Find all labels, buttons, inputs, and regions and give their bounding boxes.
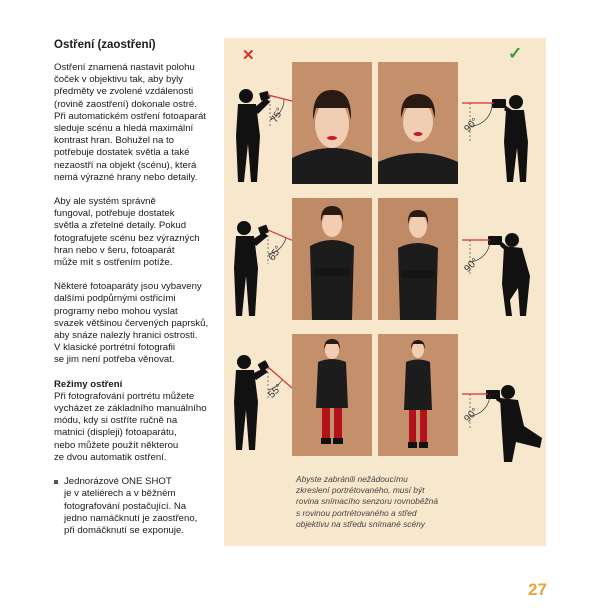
- paragraph-1: Ostření znamená nastavit polohu čoček v objektivu tak, aby byly předměty ve zvolené vzdálenosti (rovině zaostření) dokonale ostré. Při automatickém ostření fotoaparát sleduje scénu a hledá maximální kontrast hran. Bohužel na to potřebuje dostatek světla a také nezaostří na objekt (scénu), která nemá výrazné hrany nebo detaily.: [54, 62, 206, 183]
- portrait-photo-row3-distorted: [292, 334, 372, 456]
- bullet-text: Jednorázové ONE SHOT je v ateliérech a v běžném fotografování postačující. Na jedno namáčknutí je zaostřeno, při domáčknutí se exponuje.: [64, 476, 198, 536]
- correct-check-icon: ✓: [508, 44, 523, 63]
- portrait-photo-row2-distorted: [292, 198, 372, 320]
- subsection-paragraph: Při fotografování portrétu můžete vycházet ze základního manuálního módu, kdy si ostříte ručně na matnici (displeji) fotoaparátu, nebo můžete použít některou ze dvou automatik ostření.: [54, 390, 207, 463]
- photographer-tilted-figure: [226, 84, 296, 186]
- photographer-tilted-figure: [226, 216, 296, 320]
- photographer-crouching-figure: [460, 226, 546, 322]
- subsection-title: Režimy ostření: [54, 378, 123, 390]
- angle-label-row3-left: 55°: [266, 382, 285, 401]
- section-title: Ostření (zaostření): [54, 39, 156, 51]
- angle-label-row2-left: 65°: [266, 244, 285, 263]
- angle-label-row1-right: 90°: [462, 116, 481, 135]
- angle-label-row1-left: 75°: [269, 106, 287, 125]
- figure-caption: Abyste zabránili nežádoucímu zkreslení portrétovaného, musí být rovina snímacího senzoru rovnoběžná s rovinou portrétovaného a střed objektivu na středu snímané scény: [296, 474, 438, 529]
- bullet-square-icon: [54, 480, 58, 484]
- portrait-photo-row1-correct: [378, 62, 458, 184]
- portrait-photo-row2-correct: [378, 198, 458, 320]
- page-number: 27: [528, 580, 547, 599]
- angle-label-row2-right: 90°: [462, 256, 481, 275]
- angle-label-row3-right: 90°: [462, 406, 481, 425]
- paragraph-3: Některé fotoaparáty jsou vybaveny dalšími podpůrnými ostřicími programy nebo mohou vyslat svazek většinou červených paprsků, aby snáze nalezly hranici ostrosti. V klasické portrétní fotografii se jim není potřeba věnovat.: [54, 281, 209, 366]
- portrait-photo-row1-distorted: [292, 62, 372, 184]
- bullet-item: [54, 476, 214, 537]
- photographer-level-figure: [460, 90, 546, 186]
- body-text-column: [54, 38, 214, 537]
- portrait-photo-row3-correct: [378, 334, 458, 456]
- paragraph-2: Aby ale systém správně fungoval, potřebuje dostatek světla a zřetelné detaily. Pokud fotografujete scénu bez výrazných hran nebo v šeru, fotoaparát může mít s ostřením potíže.: [54, 196, 200, 269]
- illustration-panel: [224, 38, 546, 546]
- photographer-tilted-figure: [226, 350, 296, 454]
- wrong-cross-icon: ✕: [242, 47, 255, 64]
